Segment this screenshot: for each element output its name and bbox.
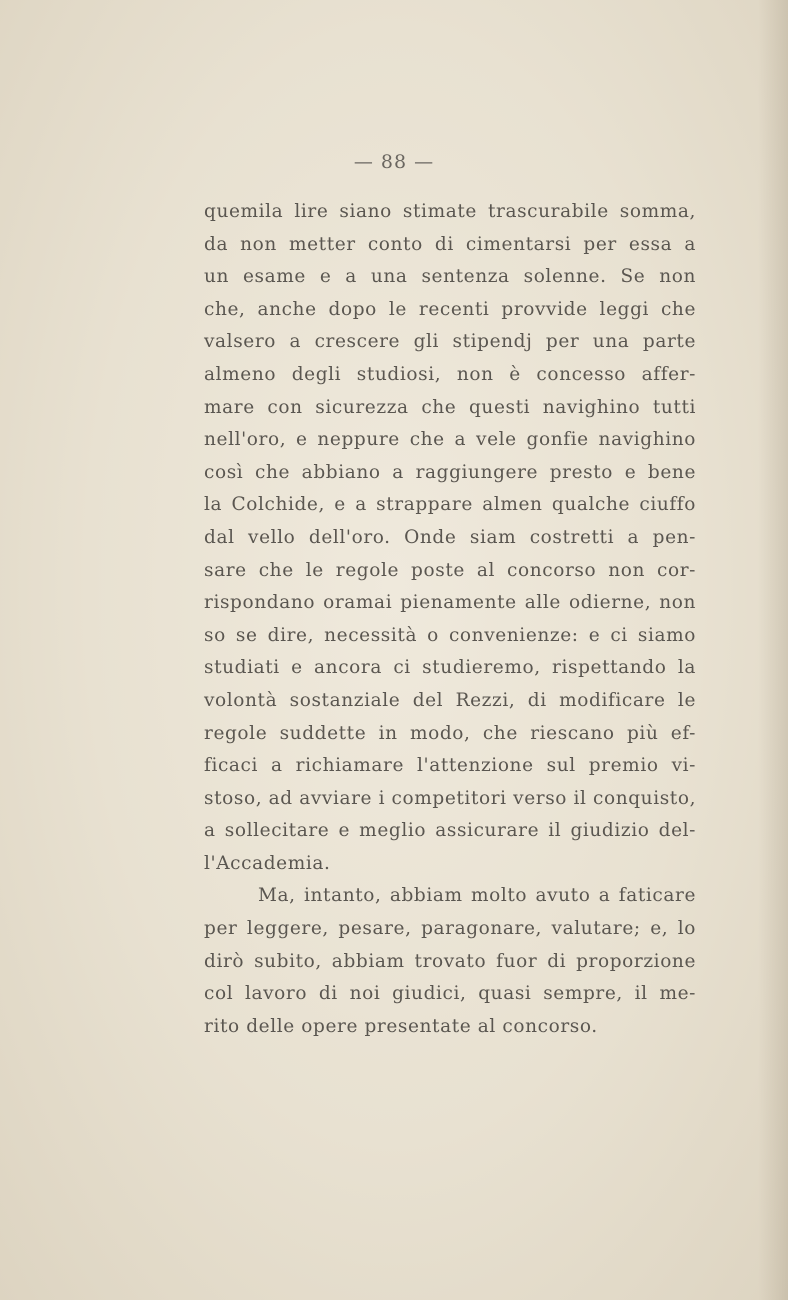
text-line: regole suddette in modo, che riescano più ef- — [204, 722, 696, 744]
text-line: così che abbiano a raggiungere presto e bene — [204, 461, 696, 483]
text-line: almeno degli studiosi, non è concesso affer- — [204, 363, 696, 385]
text-line: a sollecitare e meglio assicurare il giudizio del- — [204, 820, 696, 842]
text-line: ficaci a richiamare l'attenzione sul premio vi- — [204, 755, 696, 777]
text-line: mare con sicurezza che questi navighino tutti — [204, 396, 696, 418]
text-line: valsero a crescere gli stipendj per una parte — [204, 331, 696, 353]
page-number: — 88 — — [353, 151, 435, 173]
text-line: da non metter conto di cimentarsi per essa a — [204, 233, 696, 255]
paragraph-first-line: Ma, intanto, abbiam molto avuto a faticare — [258, 885, 696, 907]
text-line: dirò subito, abbiam trovato fuor di proporzione — [204, 950, 696, 972]
text-line: volontà sostanziale del Rezzi, di modificare le — [204, 689, 696, 711]
text-line: la Colchide, e a strappare almen qualche ciuffo — [204, 494, 696, 516]
text-line: rispondano oramai pienamente alle odierne, non — [204, 592, 696, 614]
text-line: per leggere, pesare, paragonare, valutare; e, lo — [204, 918, 696, 940]
text-line: quemila lire siano stimate trascurabile somma, — [204, 201, 696, 222]
text-line: studiati e ancora ci studieremo, rispettando la — [204, 657, 696, 679]
text-line: col lavoro di noi giudici, quasi sempre, il me- — [204, 983, 696, 1005]
text-line: rito delle opere presentate al concorso. — [204, 1015, 598, 1037]
text-line: so se dire, necessità o convenienze: e ci siamo — [204, 624, 696, 646]
text-line: stoso, ad avviare i competitori verso il conquisto, — [204, 787, 697, 809]
text-line: dal vello dell'oro. Onde siam costretti a pen- — [204, 526, 696, 548]
text-line: sare che le regole poste al concorso non cor- — [204, 559, 696, 581]
text-line: che, anche dopo le recenti provvide leggi che — [204, 298, 696, 320]
text-line: nell'oro, e neppure che a vele gonfie navighino — [204, 429, 696, 451]
page-edge-shadow — [758, 0, 788, 1300]
text-line: l'Accademia. — [204, 852, 331, 874]
body-text — [204, 196, 696, 1043]
text-line: un esame e a una sentenza solenne. Se non — [204, 266, 696, 288]
